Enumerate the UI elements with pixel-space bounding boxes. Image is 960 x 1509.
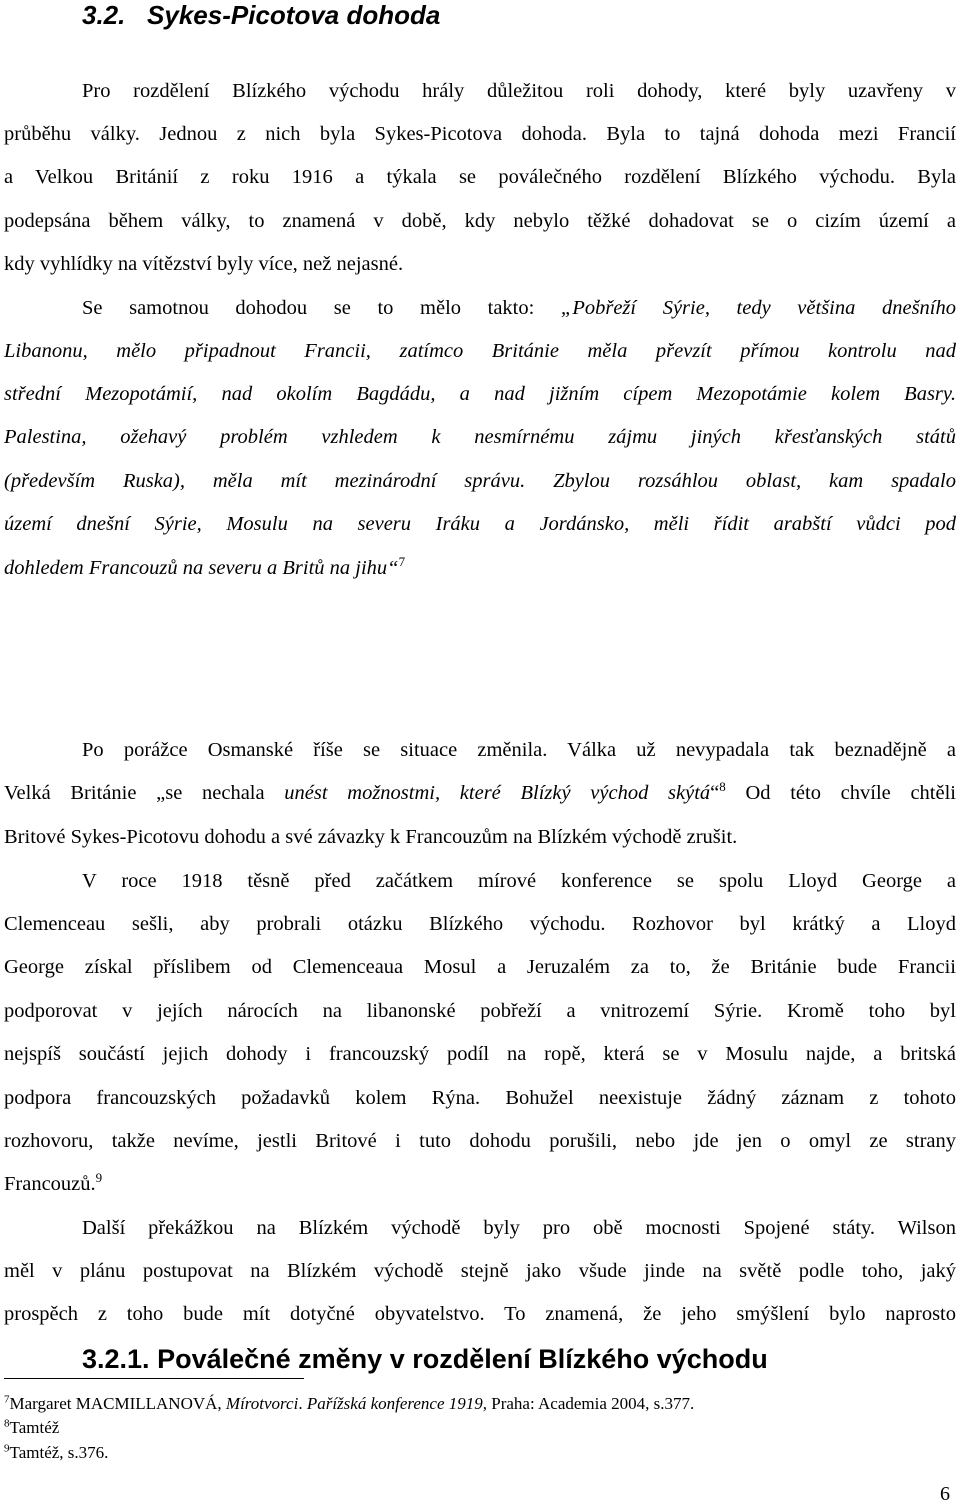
footnote-ref-9[interactable]: 9 — [95, 1170, 103, 1186]
section-number: 3.2. — [82, 0, 126, 30]
paragraph-line: nejspíš součástí jejich dohody i francouzský podíl na ropě, která se v Mosulu najde, a britská — [4, 1043, 956, 1065]
paragraph-line: a Velkou Británií z roku 1916 a týkala se poválečného rozdělení Blízkého východu. Byla — [4, 166, 956, 188]
paragraph-line: Clemenceau sešli, aby probrali otázku Blízkého východu. Rozhovor byl krátký a Lloyd — [4, 913, 956, 935]
footnote-9: $^9$Tamtéž, s.376. — [4, 1442, 109, 1462]
footnote-8: $^8$Tamtéž — [4, 1417, 60, 1437]
paragraph-line: podpora francouzských požadavků kolem Rýna. Bohužel neexistuje žádný záznam z tohoto — [4, 1087, 956, 1109]
section-heading — [82, 0, 440, 30]
quote-text: „Pobřeží Sýrie, tedy většina dnešního — [560, 297, 956, 319]
paragraph-line: Velká Británie „se nechala unést možnostmi, které Blízký východ skýtá“$^8$ Od této chvíle chtěli — [4, 779, 956, 804]
paragraph-line: prospěch z toho bude mít dotyčné obyvatelstvo. To znamená, že jeho smýšlení bylo naprosto — [4, 1303, 956, 1325]
page-number: 6 — [940, 1483, 950, 1505]
footnote-ref-8[interactable]: 8 — [719, 779, 726, 795]
paragraph-line: průběhu války. Jednou z nich byla Sykes-Picotova dohoda. Byla to tajná dohoda mezi Francií — [4, 123, 956, 145]
paragraph-line: Po porážce Osmanské říše se situace změnila. Válka už nevypadala tak beznadějně a — [82, 739, 956, 761]
paragraph-line: kdy vyhlídky na vítězství byly více, než nejasné. — [4, 253, 404, 275]
paragraph-line: Se samotnou dohodou se to mělo takto: „Pobřeží Sýrie, tedy většina dnešního — [82, 297, 956, 319]
quote-line: Palestina, ožehavý problém vzhledem k nesmírnému zájmu jiných křesťanských států — [4, 426, 956, 448]
quote-line: střední Mezopotámií, nad okolím Bagdádu, a nad jižním cípem Mezopotámie kolem Basry. — [4, 383, 956, 405]
quote-line: Libanonu, mělo připadnout Francii, zatímco Británie měla převzít přímou kontrolu nad — [4, 340, 956, 362]
subsection-heading — [82, 1342, 768, 1376]
footnote-divider — [4, 1378, 304, 1379]
quote-line: dohledem Francouzů na severu a Britů na jihu“$^7$ — [4, 554, 406, 579]
paragraph-line: podepsána během války, to znamená v době, kdy nebylo těžké dohadovat se o cizím území a — [4, 210, 956, 232]
paragraph-line: Pro rozdělení Blízkého východu hrály důležitou roli dohody, které byly uzavřeny v — [82, 80, 956, 102]
paragraph-line: měl v plánu postupovat na Blízkém východě stejně jako všude jinde na světě podle toho, jaký — [4, 1260, 956, 1282]
paragraph-line: rozhovoru, takže nevíme, jestli Britové i tuto dohodu porušili, nebo jde jen o omyl ze strany — [4, 1130, 956, 1152]
footnote-7: $^7$Margaret MACMILLANOVÁ, Mírotvorci. Pařížská konference 1919, Praha: Academia 2004, s.377. — [4, 1393, 695, 1413]
paragraph-line: podporovat v jejích nárocích na libanonské pobřeží a vnitrozemí Sýrie. Kromě toho byl — [4, 1000, 956, 1022]
paragraph-line: Francouzů.$^9$ — [4, 1170, 103, 1195]
section-title: Sykes-Picotova dohoda — [147, 0, 441, 30]
subsection-number: 3.2.1. — [82, 1344, 150, 1374]
paragraph-line: V roce 1918 těsně před začátkem mírové konference se spolu Lloyd George a — [82, 870, 956, 892]
quote-line: území dnešní Sýrie, Mosulu na severu Iráku a Jordánsko, měli řídit arabští vůdci pod — [4, 513, 956, 535]
subsection-title: Poválečné změny v rozdělení Blízkého východu — [157, 1344, 768, 1374]
paragraph-line: Další překážkou na Blízkém východě byly pro obě mocnosti Spojené státy. Wilson — [82, 1217, 956, 1239]
paragraph-line: (především Ruska), měla mít mezinárodní správu. Zbylou rozsáhlou oblast, kam spadalo — [4, 470, 956, 492]
footnote-ref-7[interactable]: 7 — [398, 554, 406, 570]
paragraph-line: Britové Sykes-Picotovu dohodu a své závazky k Francouzům na Blízkém východě zrušit. — [4, 826, 738, 848]
paragraph-line: George získal příslibem od Clemenceaua Mosul a Jeruzalém za to, že Británie bude Francii — [4, 956, 956, 978]
